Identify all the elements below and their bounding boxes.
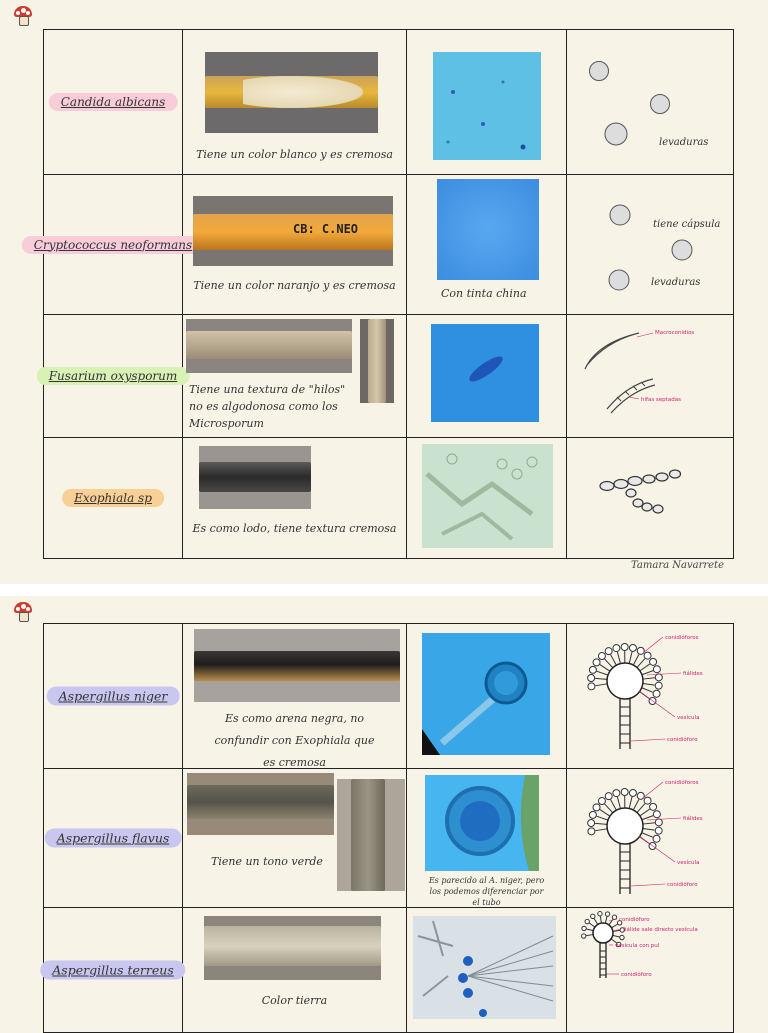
vesicle xyxy=(607,808,643,844)
species-name: Aspergillus flavus xyxy=(45,829,182,848)
conidium xyxy=(644,652,651,659)
diagram-label: conidióforos xyxy=(665,779,699,786)
conidium xyxy=(582,926,586,930)
phialide xyxy=(643,828,655,830)
microscope-photo xyxy=(437,179,539,280)
label-leader xyxy=(647,818,681,820)
phialide xyxy=(595,684,607,686)
phialide xyxy=(633,654,639,665)
conidium xyxy=(621,789,628,796)
conidium xyxy=(650,803,657,810)
table-row xyxy=(44,769,734,908)
diagram-label: vesícula xyxy=(677,714,699,721)
phialide xyxy=(613,935,620,937)
phialide xyxy=(611,800,617,811)
table-row xyxy=(44,438,734,559)
diagram-label: conidióforos xyxy=(665,634,699,641)
macro-caption: Color tierra xyxy=(183,994,406,1007)
drawing-cell xyxy=(567,624,734,769)
macro-cell xyxy=(183,908,407,1033)
name-cell xyxy=(44,175,183,315)
signature: Tamara Navarrete xyxy=(631,560,724,571)
phialide xyxy=(642,833,653,837)
culture-tube-photo xyxy=(199,446,311,509)
micro-cell xyxy=(407,175,567,315)
micro-cell xyxy=(407,438,567,559)
phialide xyxy=(633,799,639,810)
phialide xyxy=(611,655,617,666)
micro-caption: Con tinta china xyxy=(441,287,566,300)
conidium xyxy=(653,835,660,842)
species-name: Exophiala sp xyxy=(62,489,164,507)
phialide xyxy=(589,923,595,927)
micro-cell xyxy=(407,908,567,1033)
conidium xyxy=(598,798,605,805)
conidium xyxy=(655,682,662,689)
conidium xyxy=(629,644,636,651)
phialide xyxy=(637,659,645,668)
species-name: Cryptococcus neoformans xyxy=(22,236,204,254)
conidium xyxy=(653,690,660,697)
conidium xyxy=(585,919,589,923)
aspergillus-drawing xyxy=(567,769,734,903)
microscope-photo xyxy=(422,444,553,548)
phialide xyxy=(600,916,601,923)
mushroom-icon xyxy=(13,601,33,621)
conidium xyxy=(613,790,620,797)
phialide xyxy=(640,664,650,671)
conidium xyxy=(650,658,657,665)
macro-cell xyxy=(183,624,407,769)
table-row xyxy=(44,30,734,175)
culture-tube-photo xyxy=(337,779,405,891)
phialide xyxy=(600,810,610,817)
label-levaduras: levaduras xyxy=(659,137,708,148)
micro-cell xyxy=(407,30,567,175)
macroconidia-drawing xyxy=(567,315,734,433)
diagram-label: fiálide sale directo vesícula xyxy=(623,926,698,933)
label-capsula: tiene cápsula xyxy=(653,219,720,230)
culture-tube-photo xyxy=(204,916,381,980)
phialide xyxy=(642,671,653,675)
macro-caption: Tiene un color naranjo y es cremosa xyxy=(183,279,406,292)
microscope-photo xyxy=(425,775,539,871)
conidium xyxy=(637,647,644,654)
conidium xyxy=(620,935,624,939)
drawing-cell xyxy=(567,908,734,1033)
culture-tube-photo xyxy=(360,319,394,403)
conidium xyxy=(588,674,595,681)
mushroom-icon xyxy=(13,5,33,25)
diagram-label: conidióforo xyxy=(667,736,698,743)
label-hifas: hifas septadas xyxy=(641,397,681,403)
name-cell xyxy=(44,30,183,175)
phialide xyxy=(597,671,608,675)
yeast-drawing xyxy=(567,30,734,170)
diagram-label: fiálides xyxy=(683,815,703,822)
conidium xyxy=(605,648,612,655)
table-row xyxy=(44,315,734,438)
culture-tube-photo xyxy=(193,196,393,266)
conidium xyxy=(612,915,616,919)
conidium xyxy=(593,659,600,666)
name-cell xyxy=(44,438,183,559)
table-row xyxy=(44,175,734,315)
micro-cell xyxy=(407,624,567,769)
conidium xyxy=(589,666,596,673)
label-levaduras: levaduras xyxy=(651,277,700,288)
conidium xyxy=(644,797,651,804)
culture-tube-photo xyxy=(187,773,334,835)
conidium xyxy=(588,683,595,690)
species-name: Fusarium oxysporum xyxy=(37,367,190,385)
phialide xyxy=(643,678,655,679)
macro-cell xyxy=(183,30,407,175)
conidium xyxy=(589,811,596,818)
conidium xyxy=(655,819,662,826)
microscope-photo xyxy=(422,633,550,755)
label-leader xyxy=(631,884,665,886)
label-macroconidios: Macroconidios xyxy=(655,330,694,336)
phialide xyxy=(617,652,620,664)
micro-cell xyxy=(407,769,567,908)
phialide xyxy=(586,935,593,936)
name-cell xyxy=(44,315,183,438)
phialide xyxy=(595,823,607,824)
conidium xyxy=(588,828,595,835)
microscope-photo xyxy=(431,324,539,422)
species-name: Candida albicans xyxy=(49,93,178,111)
conidium xyxy=(591,914,595,918)
macro-cell xyxy=(183,315,407,438)
phialide xyxy=(617,797,620,809)
aspergillus-drawing xyxy=(567,624,734,764)
phialide xyxy=(605,659,613,668)
conidium xyxy=(613,645,620,652)
diagram-label: conidióforo xyxy=(619,916,650,923)
species-name: Aspergillus terreus xyxy=(40,961,185,980)
page-separator xyxy=(0,584,768,596)
phialide xyxy=(643,823,655,824)
drawing-cell xyxy=(567,30,734,175)
species-name: Aspergillus niger xyxy=(47,687,180,706)
phialide xyxy=(629,652,632,664)
diagram-label: vesícula con pul xyxy=(615,942,660,949)
macro-caption: Es como arena negra, no confundir con Exophiala que es cremosa xyxy=(183,708,406,774)
conidium xyxy=(598,653,605,660)
microscope-photo xyxy=(433,52,541,160)
macro-cell xyxy=(183,438,407,559)
conidium xyxy=(653,811,660,818)
diagram-label: vesícula xyxy=(677,859,699,866)
macro-caption: Tiene una textura de "hilos" no es algodonosa como los Microsporum xyxy=(183,381,358,432)
phialide xyxy=(642,816,653,820)
fungi-table-2 xyxy=(43,623,734,1033)
conidium xyxy=(655,674,662,681)
diagram-label: fiálides xyxy=(683,670,703,677)
phialide xyxy=(600,665,610,672)
label-leader xyxy=(643,637,663,653)
macro-caption: Es como lodo, tiene textura cremosa xyxy=(183,522,406,535)
phialide xyxy=(643,683,655,685)
phialide xyxy=(595,829,607,831)
vesicle xyxy=(607,663,643,699)
phialide xyxy=(629,797,632,809)
phialide xyxy=(642,688,653,692)
phialide xyxy=(637,804,645,813)
conidium xyxy=(593,804,600,811)
phialide xyxy=(594,919,598,925)
phialide xyxy=(612,924,618,928)
culture-tube-photo xyxy=(186,319,352,373)
micro-cell xyxy=(407,315,567,438)
conidium xyxy=(605,912,609,916)
macro-caption: Tiene un color blanco y es cremosa xyxy=(183,148,406,161)
phialide xyxy=(640,809,650,816)
table-row xyxy=(44,908,734,1033)
phialide xyxy=(586,929,593,931)
name-cell xyxy=(44,624,183,769)
phialide xyxy=(595,678,607,679)
microscope-photo xyxy=(413,916,556,1019)
vesicle xyxy=(593,923,613,943)
yeast-chain-drawing xyxy=(567,438,734,554)
aspergillus-terreus-drawing xyxy=(567,908,734,1028)
diagram-label: conidióforo xyxy=(621,971,652,978)
drawing-cell xyxy=(567,438,734,559)
conidium xyxy=(653,666,660,673)
drawing-cell xyxy=(567,315,734,438)
macro-cell xyxy=(183,769,407,908)
name-cell xyxy=(44,769,183,908)
conidium xyxy=(629,789,636,796)
tube-label: CB: C.NEO xyxy=(293,222,358,236)
macro-cell xyxy=(183,175,407,315)
conidium xyxy=(655,827,662,834)
conidium xyxy=(605,793,612,800)
capsule-yeast-drawing xyxy=(567,175,734,310)
phialide xyxy=(597,816,608,820)
label-leader xyxy=(647,673,681,675)
conidium xyxy=(598,912,602,916)
name-cell xyxy=(44,908,183,1033)
drawing-cell xyxy=(567,175,734,315)
culture-tube-photo xyxy=(205,52,378,133)
culture-tube-photo xyxy=(194,629,400,702)
micro-caption: Es parecido al A. niger, pero los podemos diferenciar por el tubo xyxy=(407,875,566,908)
conidium xyxy=(582,934,586,938)
table-row xyxy=(44,624,734,769)
phialide xyxy=(605,916,607,923)
label-leader xyxy=(631,739,665,741)
drawing-cell xyxy=(567,769,734,908)
fungi-table-1 xyxy=(43,29,734,559)
conidium xyxy=(637,792,644,799)
diagram-label: conidióforo xyxy=(667,881,698,888)
conidium xyxy=(588,819,595,826)
macro-caption: Tiene un tono verde xyxy=(183,853,406,870)
label-leader xyxy=(643,782,663,798)
conidium xyxy=(621,644,628,651)
phialide xyxy=(605,804,613,813)
